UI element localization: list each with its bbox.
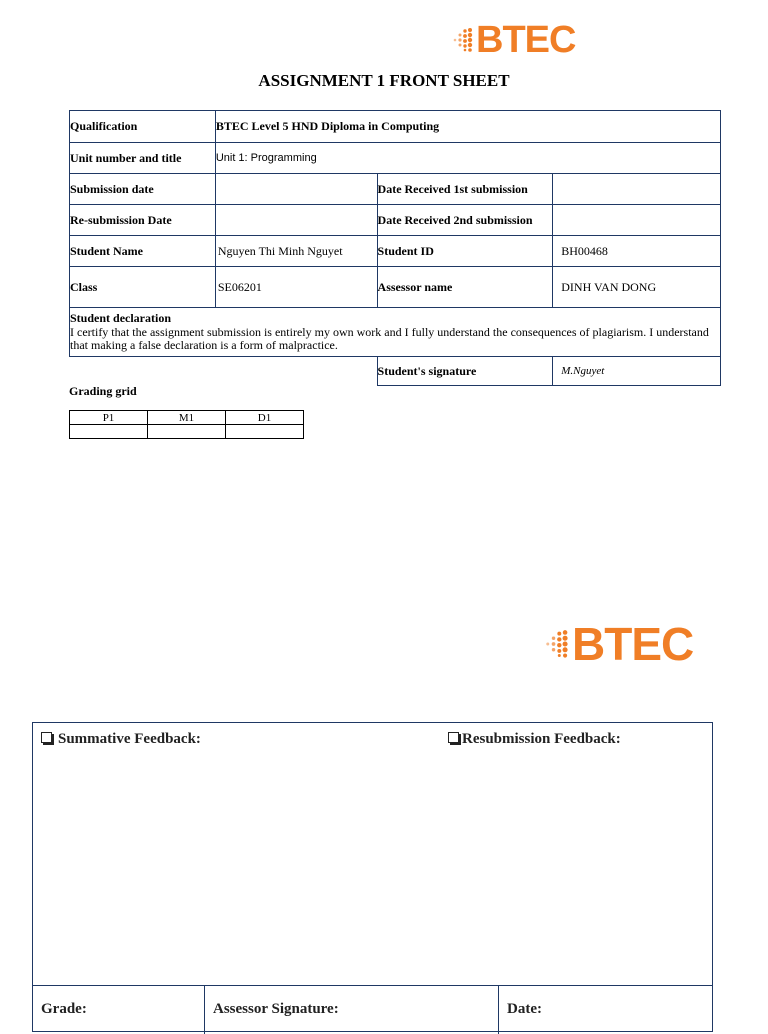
front-sheet-table bbox=[69, 110, 721, 386]
empty-cell bbox=[70, 357, 378, 386]
checkbox-icon[interactable] bbox=[448, 732, 459, 743]
assessor-label: Assessor name bbox=[377, 267, 553, 308]
grade-header-p1: P1 bbox=[70, 411, 148, 425]
grade-header-m1: M1 bbox=[148, 411, 226, 425]
student-id-label: Student ID bbox=[377, 236, 553, 267]
table-row bbox=[70, 267, 721, 308]
table-row bbox=[70, 236, 721, 267]
grade-field[interactable] bbox=[33, 986, 204, 1034]
date-field[interactable] bbox=[498, 986, 712, 1034]
checkbox-icon[interactable] bbox=[41, 732, 52, 743]
dots-icon bbox=[544, 629, 570, 659]
student-name-label: Student Name bbox=[70, 236, 216, 267]
resubmission-date-label: Re-submission Date bbox=[70, 205, 216, 236]
page-title: ASSIGNMENT 1 FRONT SHEET bbox=[258, 71, 510, 90]
date-received-2-label: Date Received 2nd submission bbox=[377, 205, 553, 236]
student-id-value: BH00468 bbox=[553, 236, 721, 267]
grade-label: Grade: bbox=[41, 1001, 87, 1017]
table-row bbox=[70, 143, 721, 174]
student-name-value: Nguyen Thi Minh Nguyet bbox=[215, 236, 377, 267]
declaration-text: I certify that the assignment submission is entirely my own work and I fully understand the consequences of plagiarism. I understand that making a false declaration is a form of malpractice. bbox=[70, 325, 709, 352]
signature-label: Student's signature bbox=[377, 357, 553, 386]
resubmission-date-field[interactable] bbox=[215, 205, 377, 236]
unit-value: Unit 1: Programming bbox=[215, 143, 720, 174]
grading-header-row bbox=[70, 411, 304, 425]
qualification-label: Qualification bbox=[70, 111, 216, 143]
grading-grid-label: Grading grid bbox=[69, 384, 137, 398]
table-row bbox=[70, 111, 721, 143]
signature-value[interactable]: M.Nguyet bbox=[553, 357, 721, 386]
resubmission-feedback-label: Resubmission Feedback: bbox=[462, 731, 621, 747]
feedback-footer bbox=[33, 985, 712, 1034]
date-label: Date: bbox=[507, 1001, 542, 1017]
btec-logo bbox=[544, 618, 693, 670]
unit-label: Unit number and title bbox=[70, 143, 216, 174]
date-received-2-field[interactable] bbox=[553, 205, 721, 236]
summative-feedback[interactable] bbox=[41, 731, 201, 748]
grade-cell-p1[interactable] bbox=[70, 425, 148, 439]
date-received-1-label: Date Received 1st submission bbox=[377, 174, 553, 205]
logo-text: BTEC bbox=[572, 618, 694, 670]
class-value: SE06201 bbox=[215, 267, 377, 308]
table-row bbox=[70, 308, 721, 357]
summative-feedback-label: Summative Feedback: bbox=[58, 731, 201, 747]
assessor-signature-field[interactable] bbox=[204, 986, 498, 1034]
qualification-value: BTEC Level 5 HND Diploma in Computing bbox=[215, 111, 720, 143]
grade-header-d1: D1 bbox=[226, 411, 304, 425]
table-row bbox=[70, 205, 721, 236]
feedback-box bbox=[32, 722, 713, 1032]
declaration-cell bbox=[70, 308, 721, 357]
assessor-signature-label: Assessor Signature: bbox=[213, 1001, 339, 1017]
assessor-value: DINH VAN DONG bbox=[553, 267, 721, 308]
grade-cell-d1[interactable] bbox=[226, 425, 304, 439]
table-row bbox=[70, 174, 721, 205]
table-row bbox=[70, 357, 721, 386]
logo-text: BTEC bbox=[476, 18, 576, 61]
grade-cell-m1[interactable] bbox=[148, 425, 226, 439]
date-received-1-field[interactable] bbox=[553, 174, 721, 205]
resubmission-feedback[interactable] bbox=[448, 731, 621, 748]
grading-grid bbox=[69, 410, 304, 439]
submission-date-field[interactable] bbox=[215, 174, 377, 205]
submission-date-label: Submission date bbox=[70, 174, 216, 205]
declaration-heading: Student declaration bbox=[70, 311, 172, 325]
dots-icon bbox=[452, 27, 474, 53]
class-label: Class bbox=[70, 267, 216, 308]
grading-value-row bbox=[70, 425, 304, 439]
btec-logo bbox=[452, 18, 575, 62]
